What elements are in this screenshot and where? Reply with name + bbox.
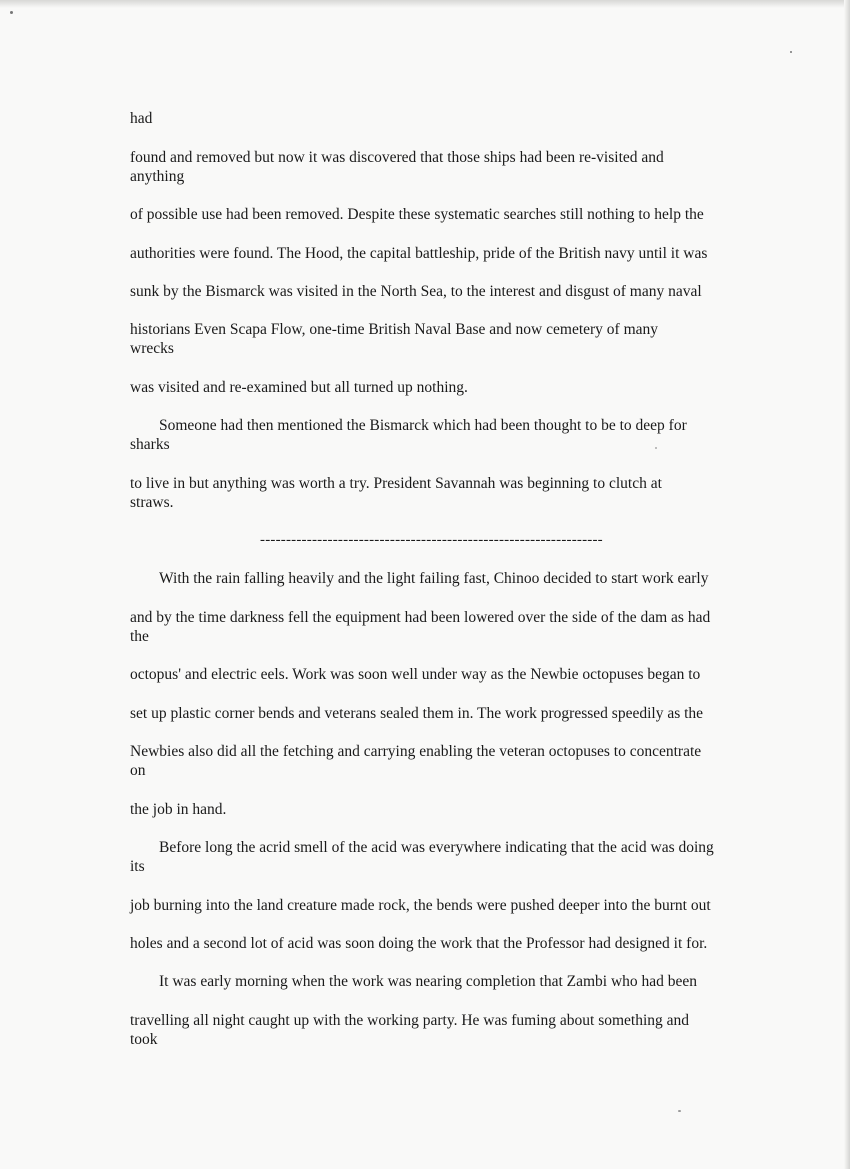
text-line: set up plastic corner bends and veterans sealed them in. The work progressed speedily as the (130, 705, 704, 722)
paragraph-start-line: Someone had then mentioned the Bismarck which had been thought to be to deep for (159, 417, 687, 434)
text-line: on (130, 762, 146, 779)
text-line: found and removed but now it was discovered that those ships had been re-visited and (130, 149, 664, 166)
text-line: travelling all night caught up with the working party. He was fuming about something and (130, 1012, 690, 1029)
text-line: anything (130, 168, 185, 185)
paragraph-start-line: Before long the acrid smell of the acid was everywhere indicating that the acid was doing (159, 839, 714, 856)
text-line: octopus' and electric eels. Work was soon well under way as the Newbie octopuses began to (130, 666, 701, 683)
section-divider: ------------------------------------------------------------------ (260, 532, 603, 548)
text-line: historians Even Scapa Flow, one-time British Naval Base and now cemetery of many (130, 321, 659, 338)
text-line: was visited and re-examined but all turned up nothing. (130, 379, 468, 396)
text-line: holes and a second lot of acid was soon doing the work that the Professor had designed it for. (130, 935, 708, 952)
page-right-edge (844, 0, 850, 1169)
scan-speck (655, 447, 657, 449)
scan-speck (678, 1110, 681, 1112)
text-line: to live in but anything was worth a try. President Savannah was beginning to clutch at (130, 475, 662, 492)
text-line: job burning into the land creature made rock, the bends were pushed deeper into the burnt out (130, 897, 711, 914)
scan-speck (790, 51, 792, 53)
paragraph-start-line: It was early morning when the work was nearing completion that Zambi who had been (159, 973, 698, 990)
text-line: of possible use had been removed. Despite these systematic searches still nothing to help the (130, 206, 704, 223)
text-line: sharks (130, 436, 170, 453)
text-line: sunk by the Bismarck was visited in the North Sea, to the interest and disgust of many naval (130, 283, 702, 300)
text-line: and by the time darkness fell the equipment had been lowered over the side of the dam as had (130, 609, 711, 626)
text-line: authorities were found. The Hood, the capital battleship, pride of the British navy until it was (130, 245, 708, 262)
page-top-edge (0, 0, 850, 8)
text-line: wrecks (130, 340, 174, 357)
text-line: took (130, 1031, 158, 1048)
scan-speck (10, 11, 13, 14)
text-line: had (130, 110, 153, 127)
text-line: the (130, 628, 149, 645)
text-line: the job in hand. (130, 801, 227, 818)
text-line: its (130, 858, 145, 875)
paragraph-start-line: With the rain falling heavily and the light failing fast, Chinoo decided to start work early (159, 570, 709, 587)
text-line: Newbies also did all the fetching and carrying enabling the veteran octopuses to concentrate (130, 743, 702, 760)
text-line: straws. (130, 494, 174, 511)
